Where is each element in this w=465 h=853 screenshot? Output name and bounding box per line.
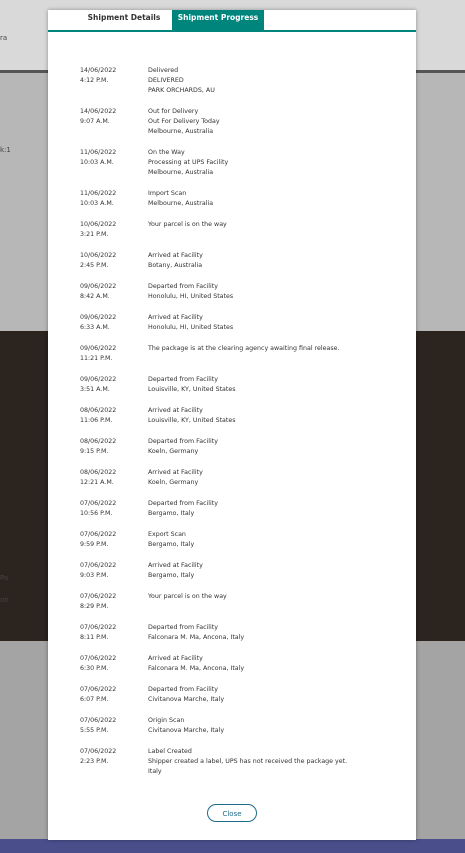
progress-event	[80, 716, 400, 747]
event-time: 2:23 P.M.	[80, 758, 109, 765]
event-status: Arrived at Facility	[148, 314, 203, 321]
event-time: 11:21 P.M.	[80, 355, 113, 362]
event-datetime	[80, 220, 144, 240]
progress-event	[80, 282, 400, 313]
backdrop-text-fragment: ra	[0, 34, 8, 42]
event-datetime	[80, 437, 144, 457]
event-date: 07/06/2022	[80, 593, 117, 600]
event-date: 07/06/2022	[80, 624, 117, 631]
event-status: Export Scan	[148, 531, 186, 538]
progress-event	[80, 251, 400, 282]
event-details	[148, 654, 400, 674]
progress-event	[80, 654, 400, 685]
event-time: 5:55 P.M.	[80, 727, 109, 734]
event-status: Import Scan	[148, 190, 187, 197]
event-detail-line: PARK ORCHARDS, AU	[148, 87, 215, 94]
event-detail-line: Out For Delivery Today	[148, 118, 220, 125]
close-button[interactable]: Close	[207, 804, 257, 822]
event-details	[148, 592, 400, 602]
event-date: 07/06/2022	[80, 562, 117, 569]
event-detail-line: Louisville, KY, United States	[148, 417, 236, 424]
event-datetime	[80, 654, 144, 674]
event-datetime	[80, 716, 144, 736]
event-status: Label Created	[148, 748, 192, 755]
event-date: 07/06/2022	[80, 717, 117, 724]
event-details	[148, 107, 400, 137]
event-time: 3:51 A.M.	[80, 386, 110, 393]
event-time: 8:11 P.M.	[80, 634, 109, 641]
progress-event	[80, 685, 400, 716]
event-detail-line: Falconara M. Ma, Ancona, Italy	[148, 634, 245, 641]
modal-tabs	[48, 10, 416, 32]
event-time: 9:07 A.M.	[80, 118, 110, 125]
event-date: 11/06/2022	[80, 149, 117, 156]
event-status: Departed from Facility	[148, 686, 218, 693]
progress-event	[80, 437, 400, 468]
event-time: 10:03 A.M.	[80, 159, 114, 166]
event-time: 6:33 A.M.	[80, 324, 110, 331]
progress-event	[80, 623, 400, 654]
event-status: Departed from Facility	[148, 500, 218, 507]
event-details	[148, 344, 400, 354]
event-status: Out for Delivery	[148, 108, 199, 115]
event-datetime	[80, 561, 144, 581]
event-detail-line: Italy	[148, 768, 162, 775]
progress-timeline	[80, 66, 400, 788]
event-detail-line: Bergamo, Italy	[148, 572, 195, 579]
event-time: 2:45 P.M.	[80, 262, 109, 269]
progress-event	[80, 468, 400, 499]
event-datetime	[80, 406, 144, 426]
progress-event	[80, 499, 400, 530]
tab-shipment-details[interactable]: Shipment Details	[76, 10, 172, 30]
event-datetime	[80, 747, 144, 767]
progress-event	[80, 66, 400, 107]
event-status: Arrived at Facility	[148, 562, 203, 569]
event-date: 10/06/2022	[80, 252, 117, 259]
event-date: 07/06/2022	[80, 531, 117, 538]
shipment-modal	[48, 10, 416, 840]
event-status: Your parcel is on the way	[148, 221, 227, 228]
event-details	[148, 623, 400, 643]
progress-event	[80, 747, 400, 788]
progress-event	[80, 592, 400, 623]
event-detail-line: Falconara M. Ma, Ancona, Italy	[148, 665, 245, 672]
event-date: 09/06/2022	[80, 314, 117, 321]
event-status: Arrived at Facility	[148, 469, 203, 476]
backdrop-text-fragment: Pa	[0, 574, 9, 582]
event-datetime	[80, 189, 144, 209]
event-detail-line: Shipper created a label, UPS has not received the package yet.	[148, 758, 348, 765]
event-datetime	[80, 623, 144, 643]
event-date: 10/06/2022	[80, 221, 117, 228]
event-details	[148, 251, 400, 271]
event-details	[148, 282, 400, 302]
progress-event	[80, 313, 400, 344]
event-datetime	[80, 148, 144, 168]
progress-event	[80, 344, 400, 375]
event-time: 9:03 P.M.	[80, 572, 109, 579]
event-detail-line: Louisville, KY, United States	[148, 386, 236, 393]
event-time: 10:56 P.M.	[80, 510, 113, 517]
event-status: Your parcel is on the way	[148, 593, 227, 600]
event-date: 09/06/2022	[80, 283, 117, 290]
event-time: 10:03 A.M.	[80, 200, 114, 207]
event-datetime	[80, 313, 144, 333]
event-details	[148, 189, 400, 209]
event-details	[148, 66, 400, 96]
event-status: Departed from Facility	[148, 624, 218, 631]
event-datetime	[80, 468, 144, 488]
event-datetime	[80, 375, 144, 395]
event-detail-line: Bergamo, Italy	[148, 510, 195, 517]
event-status: Arrived at Facility	[148, 655, 203, 662]
event-detail-line: Melbourne, Australia	[148, 169, 214, 176]
event-details	[148, 468, 400, 488]
event-date: 14/06/2022	[80, 67, 117, 74]
backdrop-footer-bar	[0, 839, 465, 853]
progress-event	[80, 220, 400, 251]
event-time: 9:15 P.M.	[80, 448, 109, 455]
event-status: The package is at the clearing agency awaiting final release.	[148, 345, 340, 352]
event-details	[148, 561, 400, 581]
event-status: Origin Scan	[148, 717, 185, 724]
progress-event	[80, 375, 400, 406]
event-time: 9:59 P.M.	[80, 541, 109, 548]
event-detail-line: Processing at UPS Facility	[148, 159, 229, 166]
event-status: Departed from Facility	[148, 376, 218, 383]
event-details	[148, 716, 400, 736]
event-details	[148, 685, 400, 705]
backdrop-text-fragment: on	[0, 596, 9, 604]
event-details	[148, 375, 400, 395]
event-datetime	[80, 685, 144, 705]
event-date: 07/06/2022	[80, 655, 117, 662]
event-date: 07/06/2022	[80, 748, 117, 755]
event-time: 6:07 P.M.	[80, 696, 109, 703]
event-datetime	[80, 499, 144, 519]
progress-event	[80, 107, 400, 148]
event-date: 14/06/2022	[80, 108, 117, 115]
event-detail-line: Botany, Australia	[148, 262, 203, 269]
event-details	[148, 747, 400, 777]
event-detail-line: Bergamo, Italy	[148, 541, 195, 548]
event-status: Arrived at Facility	[148, 407, 203, 414]
event-status: Arrived at Facility	[148, 252, 203, 259]
event-detail-line: Melbourne, Australia	[148, 200, 214, 207]
event-detail-line: Koeln, Germany	[148, 448, 199, 455]
event-time: 4:12 P.M.	[80, 77, 109, 84]
event-date: 08/06/2022	[80, 407, 117, 414]
event-details	[148, 220, 400, 230]
event-status: On the Way	[148, 149, 185, 156]
event-datetime	[80, 282, 144, 302]
tab-shipment-progress[interactable]: Shipment Progress	[172, 10, 264, 30]
event-date: 09/06/2022	[80, 345, 117, 352]
event-details	[148, 437, 400, 457]
event-date: 08/06/2022	[80, 438, 117, 445]
event-status: Delivered	[148, 67, 179, 74]
event-details	[148, 499, 400, 519]
event-time: 6:30 P.M.	[80, 665, 109, 672]
event-detail-line: Honolulu, HI, United States	[148, 293, 234, 300]
event-datetime	[80, 66, 144, 86]
event-datetime	[80, 530, 144, 550]
event-detail-line: DELIVERED	[148, 77, 184, 84]
event-datetime	[80, 107, 144, 127]
backdrop-text-fragment: k:1	[0, 146, 11, 154]
event-date: 07/06/2022	[80, 686, 117, 693]
progress-event	[80, 530, 400, 561]
event-date: 07/06/2022	[80, 500, 117, 507]
event-detail-line: Civitanova Marche, Italy	[148, 696, 225, 703]
event-date: 08/06/2022	[80, 469, 117, 476]
event-details	[148, 406, 400, 426]
event-time: 11:06 P.M.	[80, 417, 113, 424]
progress-event	[80, 189, 400, 220]
event-date: 11/06/2022	[80, 190, 117, 197]
event-time: 8:42 A.M.	[80, 293, 110, 300]
event-status: Departed from Facility	[148, 283, 218, 290]
event-time: 12:21 A.M.	[80, 479, 114, 486]
event-datetime	[80, 251, 144, 271]
event-details	[148, 313, 400, 333]
event-detail-line: Koeln, Germany	[148, 479, 199, 486]
event-datetime	[80, 344, 144, 364]
event-time: 8:29 P.M.	[80, 603, 109, 610]
event-detail-line: Civitanova Marche, Italy	[148, 727, 225, 734]
event-date: 09/06/2022	[80, 376, 117, 383]
event-details	[148, 530, 400, 550]
event-time: 3:21 P.M.	[80, 231, 109, 238]
progress-event	[80, 148, 400, 189]
event-details	[148, 148, 400, 178]
event-detail-line: Melbourne, Australia	[148, 128, 214, 135]
event-detail-line: Honolulu, HI, United States	[148, 324, 234, 331]
event-status: Departed from Facility	[148, 438, 218, 445]
event-datetime	[80, 592, 144, 612]
progress-event	[80, 406, 400, 437]
progress-event	[80, 561, 400, 592]
